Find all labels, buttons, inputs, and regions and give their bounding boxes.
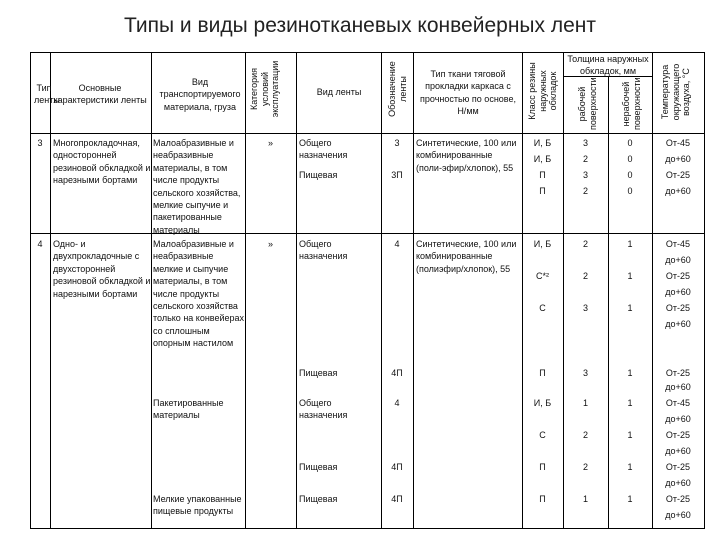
grid-col-3 bbox=[245, 52, 246, 529]
header-designation: Обозначение ленты bbox=[387, 61, 408, 117]
row3-main: Многопрокладочная, односторонней резиновой обкладкой и нарезными бортами bbox=[53, 138, 151, 186]
page-title: Типы и виды резинотканевых конвейерных лент bbox=[123, 14, 596, 37]
grid-col-2 bbox=[151, 52, 152, 529]
row3-designation-general: 3 bbox=[394, 138, 400, 148]
header-nonworking: нерабочей поверхности bbox=[621, 77, 642, 130]
header-temperature: Температура окружающего воздуха, °С bbox=[660, 63, 691, 121]
row4-small-work: 1 bbox=[582, 494, 588, 504]
row4-fabric: Синтетические, 100 или комбинированные (полиэфир/хлопок), 55 bbox=[416, 239, 517, 274]
grid-row-split bbox=[30, 233, 704, 234]
row4-packaged-designation: 4 bbox=[394, 398, 400, 408]
row3-temp-1: От-45 bbox=[665, 138, 691, 148]
row3-nonwork-4: 0 bbox=[627, 186, 633, 196]
header-type-line2: ленты bbox=[34, 95, 60, 106]
row4-small-nonwork: 1 bbox=[627, 494, 633, 504]
row4-kind-general: Общего назначения bbox=[299, 239, 348, 262]
row4-work-2: 2 bbox=[582, 271, 588, 281]
grid-col-1 bbox=[50, 52, 51, 529]
row4-temp-5: От-25 bbox=[665, 303, 691, 313]
row4-packaged-food-temp-1: От-25 bbox=[665, 462, 691, 472]
grid-col-6 bbox=[413, 52, 414, 529]
header-main-line2: характеристики ленты bbox=[53, 95, 147, 106]
header-category: Категория условий эксплуатации bbox=[249, 60, 280, 118]
row4-packaged-work-1: 1 bbox=[582, 398, 588, 408]
row4-packaged-temp-2: до+60 bbox=[665, 414, 691, 424]
row4-packaged-food-kind: Пищевая bbox=[299, 462, 338, 472]
row4-food-nonwork: 1 bbox=[627, 368, 633, 378]
row3-temp-2: до+60 bbox=[665, 154, 691, 164]
row4-food-temp-2: до+60 bbox=[665, 382, 691, 392]
row3-kind-food: Пищевая bbox=[299, 170, 338, 180]
header-rubber-class: Класс резины наружных обкладок bbox=[527, 62, 558, 120]
row4-nonwork-1: 1 bbox=[627, 239, 633, 249]
header-main bbox=[45, 82, 155, 107]
header-main-line1: Основные bbox=[78, 83, 122, 93]
row4-class-1: И, Б bbox=[533, 239, 552, 249]
row4-small-temp-2: до+60 bbox=[665, 510, 691, 520]
row4-small-designation: 4П bbox=[391, 494, 403, 504]
row4-packaged-work-2: 2 bbox=[582, 430, 588, 440]
row4-class-2: С*² bbox=[536, 271, 549, 281]
grid-header-bottom bbox=[30, 133, 704, 134]
header-thickness: Толщина наружных обкладок, мм bbox=[567, 54, 649, 77]
row3-nonwork-1: 0 bbox=[627, 138, 633, 148]
row4-packaged-food-nonwork: 1 bbox=[627, 462, 633, 472]
row4-nonwork-2: 1 bbox=[627, 271, 633, 281]
row4-material: Малоабразивные и неабразивные мелкие и сыпучие материалы, в том числе продукты сельского хозяйства только на конвейерах со сплошным опорным настилом bbox=[153, 239, 245, 349]
row4-class-3: С bbox=[539, 303, 546, 313]
row4-work-1: 2 bbox=[582, 239, 588, 249]
row4-packaged-temp-3: От-25 bbox=[665, 430, 691, 440]
header-fabric: Тип ткани тяговой прокладки каркаса с прочностью по основе, Н/мм bbox=[420, 69, 516, 117]
row4-packaged-food-class: П bbox=[539, 462, 546, 472]
row3-type: 3 bbox=[37, 138, 43, 148]
grid-col-5 bbox=[381, 52, 382, 529]
row4-main: Одно- и двухпрокладочные с двухсторонней резиновой обкладкой и нарезными бортами bbox=[53, 239, 151, 299]
row4-temp-2: до+60 bbox=[665, 255, 691, 265]
row4-packaged-material: Пакетированные материалы bbox=[153, 398, 224, 421]
row3-work-2: 2 bbox=[582, 154, 588, 164]
row4-packaged-class-2: С bbox=[539, 430, 546, 440]
row4-food-class: П bbox=[539, 368, 546, 378]
row3-work-4: 2 bbox=[582, 186, 588, 196]
grid-col-4 bbox=[296, 52, 297, 529]
row4-category: » bbox=[267, 239, 273, 249]
header-type-line1: Тип bbox=[36, 83, 52, 93]
row3-fabric: Синтетические, 100 или комбинированные (поли-эфир/хлопок), 55 bbox=[416, 138, 517, 173]
row4-type: 4 bbox=[37, 239, 43, 249]
row3-designation-food: 3П bbox=[391, 170, 403, 180]
row3-class-1: И, Б bbox=[533, 138, 552, 148]
row4-packaged-nonwork-2: 1 bbox=[627, 430, 633, 440]
row4-food-kind: Пищевая bbox=[299, 368, 338, 378]
row3-class-3: П bbox=[539, 170, 546, 180]
row4-packaged-nonwork-1: 1 bbox=[627, 398, 633, 408]
grid-col-8 bbox=[563, 52, 564, 529]
header-working: рабочей поверхности bbox=[577, 77, 598, 130]
grid-col-0 bbox=[30, 52, 31, 529]
row4-food-designation: 4П bbox=[391, 368, 403, 378]
header-kind: Вид ленты bbox=[316, 87, 362, 97]
grid-col-11 bbox=[704, 52, 705, 529]
row4-packaged-food-designation: 4П bbox=[391, 462, 403, 472]
row3-nonwork-3: 0 bbox=[627, 170, 633, 180]
row4-small-material: Мелкие упакованные пищевые продукты bbox=[153, 494, 242, 517]
grid-col-7 bbox=[522, 52, 523, 529]
row4-packaged-kind: Общего назначения bbox=[299, 398, 348, 421]
row4-designation-general: 4 bbox=[394, 239, 400, 249]
row4-work-3: 3 bbox=[582, 303, 588, 313]
row4-packaged-food-work: 2 bbox=[582, 462, 588, 472]
row3-temp-4: до+60 bbox=[665, 186, 691, 196]
row4-packaged-temp-4: до+60 bbox=[665, 446, 691, 456]
row4-temp-4: до+60 bbox=[665, 287, 691, 297]
row4-temp-3: От-25 bbox=[665, 271, 691, 281]
row4-temp-1: От-45 bbox=[665, 239, 691, 249]
row3-temp-3: От-25 bbox=[665, 170, 691, 180]
row3-kind-general: Общего назначения bbox=[299, 138, 348, 161]
row3-work-3: 3 bbox=[582, 170, 588, 180]
row4-food-work: 3 bbox=[582, 368, 588, 378]
row3-nonwork-2: 0 bbox=[627, 154, 633, 164]
row3-category: » bbox=[267, 138, 273, 148]
row4-small-kind: Пищевая bbox=[299, 494, 338, 504]
row3-work-1: 3 bbox=[582, 138, 588, 148]
row4-small-temp-1: От-25 bbox=[665, 494, 691, 504]
grid-bottom-line bbox=[30, 528, 704, 529]
row3-class-4: П bbox=[539, 186, 546, 196]
row4-packaged-class-1: И, Б bbox=[533, 398, 552, 408]
row3-material: Малоабразивные и неабразивные материалы, в том числе продукты сельского хозяйства, мелкие сыпучие и пакетированные материалы bbox=[153, 138, 241, 235]
row4-packaged-temp-1: От-45 bbox=[665, 398, 691, 408]
row4-small-class: П bbox=[539, 494, 546, 504]
row3-class-2: И, Б bbox=[533, 154, 552, 164]
row4-temp-6: до+60 bbox=[665, 319, 691, 329]
row4-nonwork-3: 1 bbox=[627, 303, 633, 313]
row4-food-temp-1: От-25 bbox=[665, 368, 691, 378]
row4-packaged-food-temp-2: до+60 bbox=[665, 478, 691, 488]
header-material: Вид транспортируемого материала, груза bbox=[159, 77, 241, 112]
